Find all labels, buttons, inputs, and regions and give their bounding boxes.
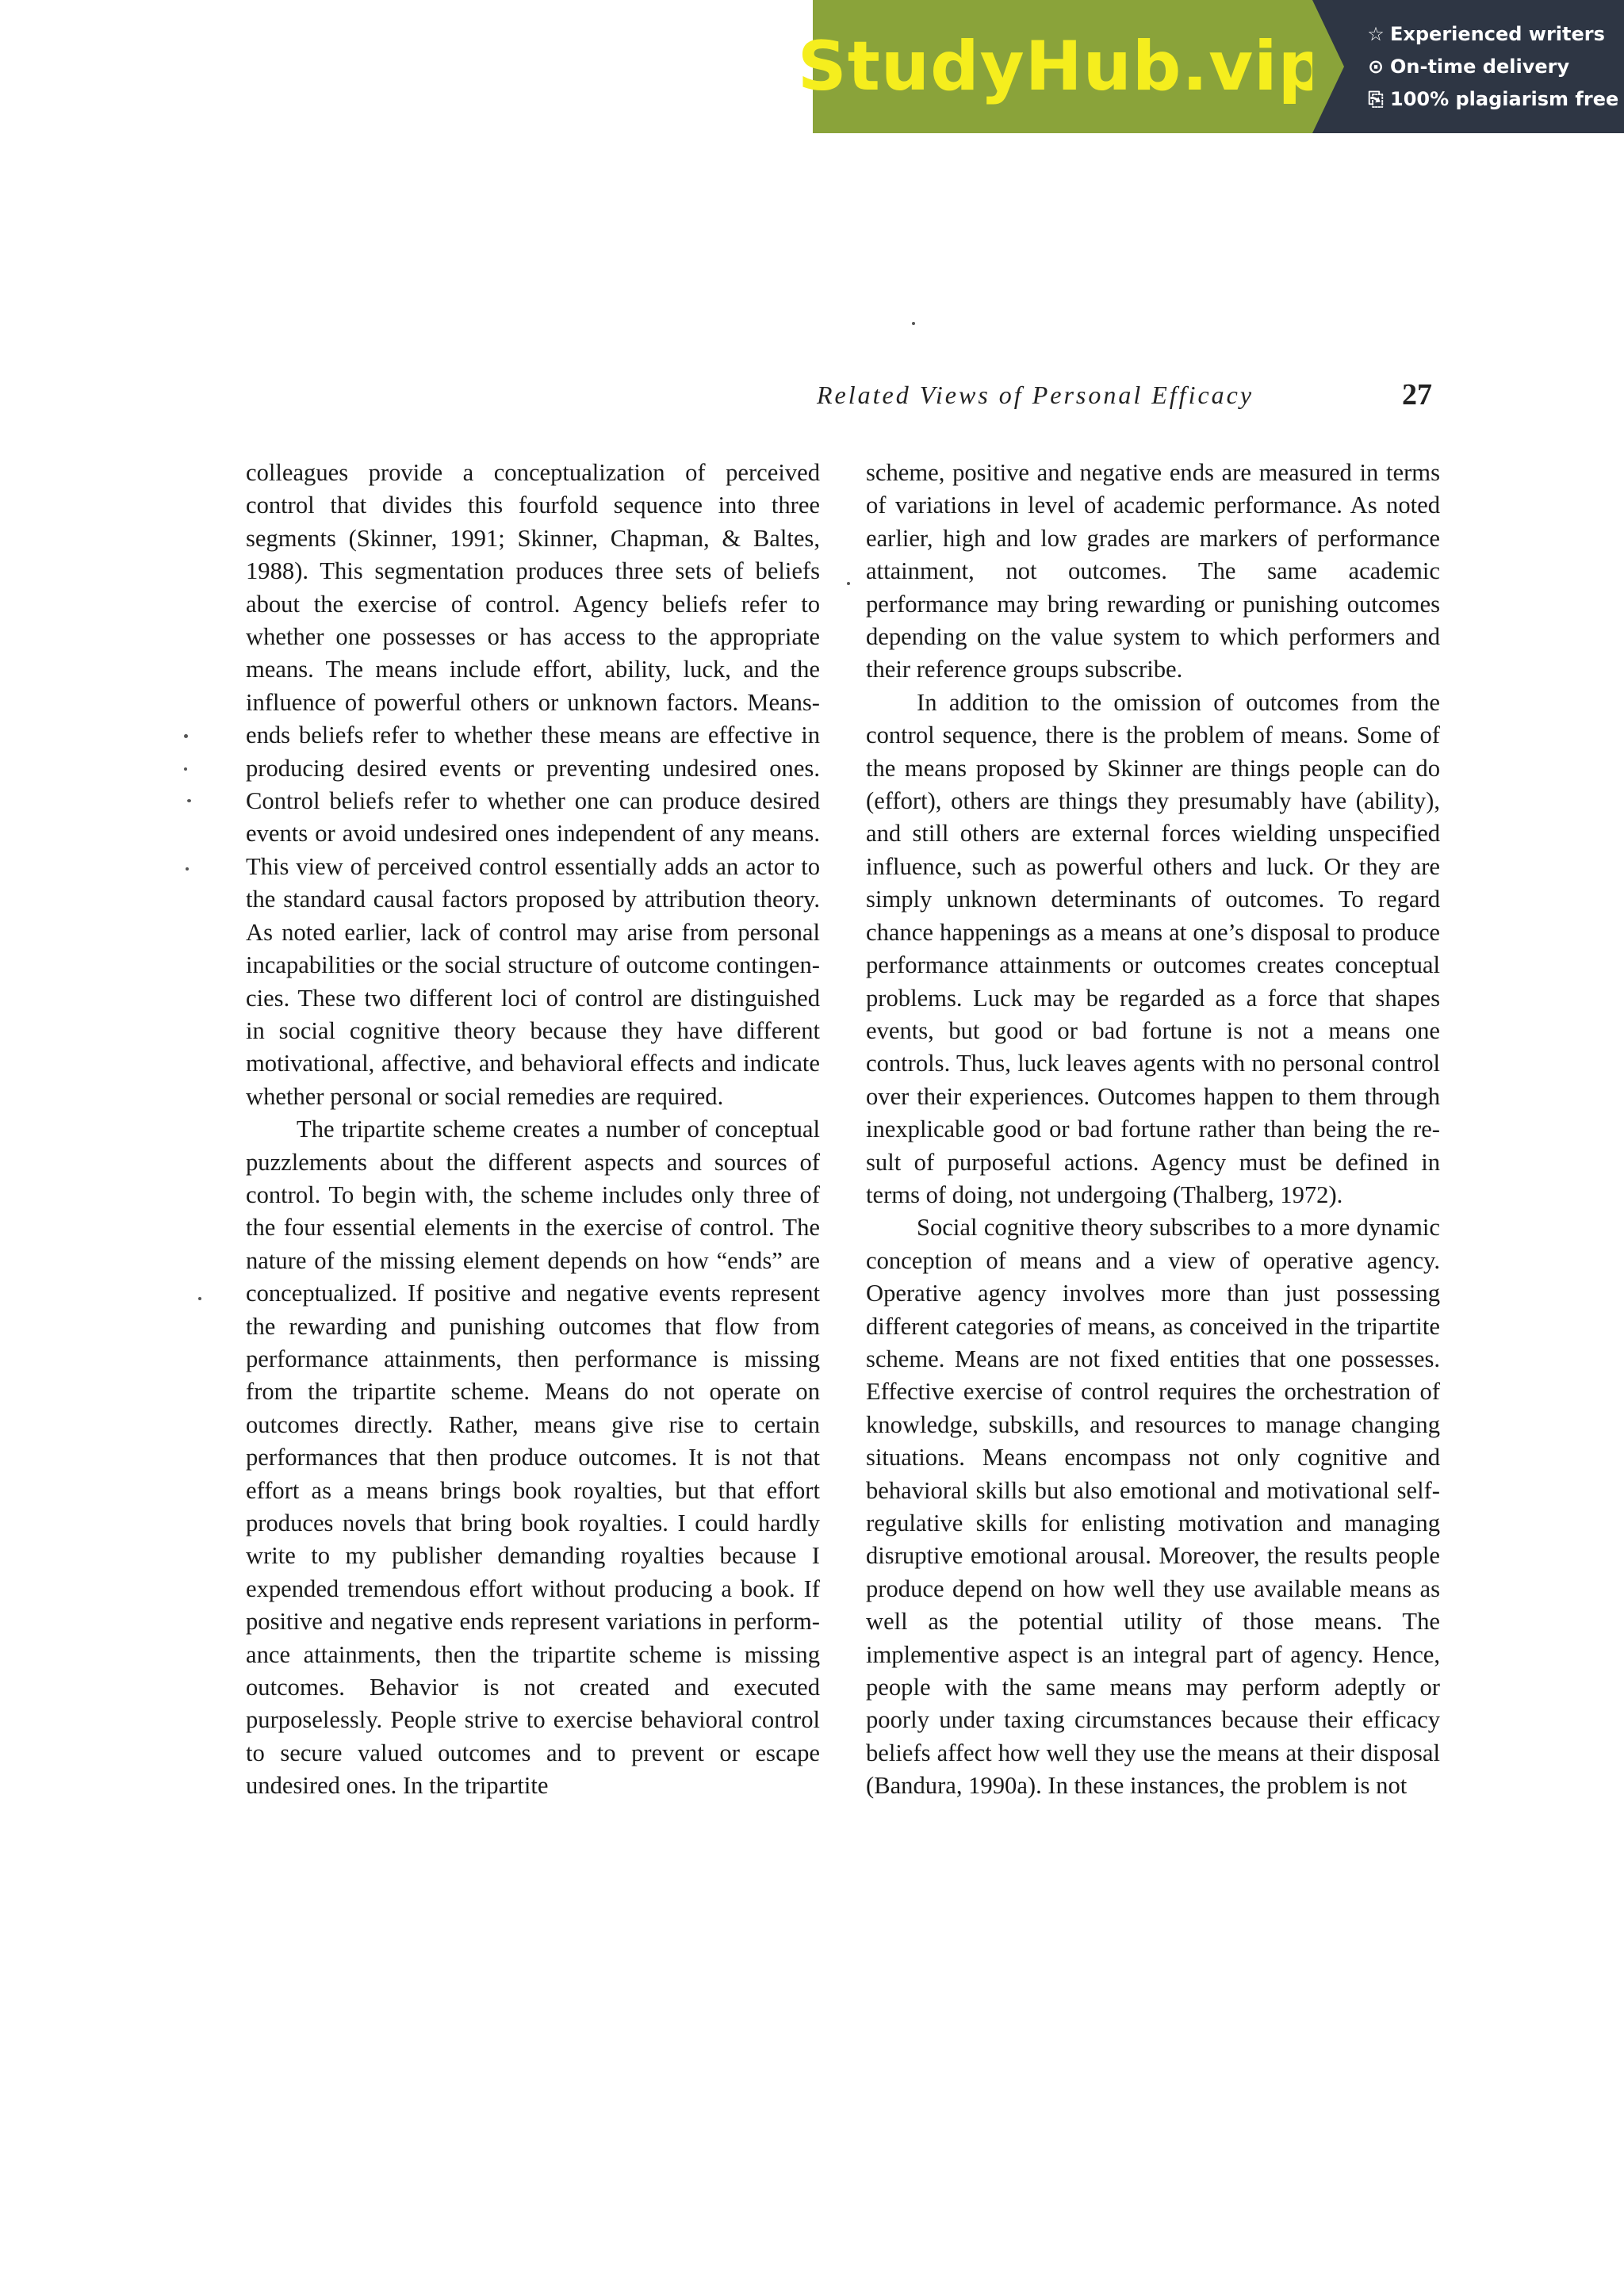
feature-label: Experienced writers (1390, 22, 1605, 45)
paragraph: In addition to the omission of outcomes from the control sequence, there is the problem of means. Some of the means proposed by Skinner are things people can do (effort), others are things they presumably have (ability), and still others are external forces wielding unspecified influence, such as powerful others and luck. Or they are simply unknown determinants of outcomes. To regard chance happenings as a means at one’s disposal to produce performance attainments or outcomes creates conceptual problems. Luck may be regarded as a force that shapes events, but good or bad fortune is not a means one controls. Thus, luck leaves agents with no personal control over their experiences. Outcomes happen to them through inexplicable good or bad fortune rather than being the result of purposeful actions. Agency must be defined in terms of doing, not undergoing (Thalberg, 1972). (866, 688, 1440, 1208)
brand-logo[interactable]: StudyHub.vip (797, 27, 1328, 106)
feature-label: 100% plagiarism free (1390, 87, 1619, 110)
left-column (246, 457, 820, 1803)
brand-panel[interactable] (797, 0, 1328, 133)
star-icon: ☆ (1367, 22, 1385, 45)
features-panel (1312, 0, 1624, 133)
scan-speck (186, 867, 189, 871)
scan-speck (198, 1297, 201, 1300)
scan-speck (187, 799, 191, 802)
paragraph: The tripartite scheme creates a number of conceptual puzzlements about the different aspects and sources of control. To begin with, the scheme includes only three of the four essential elements in the exercise of control. The nature of the missing element depends on how “ends” are conceptualized. If positive and negative events represent the rewarding and punishing outcomes that flow from performance attainments, then performance is missing from the tripartite scheme. Means do not operate on outcomes directly. Rather, means give rise to certain performances that then produce outcomes. It is not that effort as a means brings book royalties, but that effort produces novels that bring book royalties. I could hardly write to my publisher demanding royalties because I expended tremendous effort without producing a book. If positive and negative ends represent variations in performance attainments, then the tripartite scheme is missing outcomes. Behavior is not created and executed purposelessly. People strive to exercise behavioral control to secure valued outcomes and to prevent or escape undesired ones. In the tripartite (246, 1115, 820, 1800)
scan-speck (184, 734, 188, 738)
paragraph: scheme, positive and negative ends are measured in terms of variations in level of academic performance. As noted earlier, high and low grades are markers of performance attainment, not outcomes. The same academic performance may bring rewarding or punishing outcomes depending on the value system to which performers and their reference groups subscribe. (866, 459, 1440, 683)
scan-speck (184, 767, 187, 771)
paragraph: colleagues provide a conceptualization of perceived control that divides this fourfold sequence into three segments (Skinner, 1991; Skinner, Chapman, & Baltes, 1988). This segmentation produces three sets of beliefs about the exercise of control. Agency beliefs refer to whether one possesses or has access to the appropriate means. The means include effort, ability, luck, and the influence of powerful others or unknown factors. Means-ends beliefs refer to whether these means are effective in producing desired events or preventing undesired ones. Control beliefs refer to whether one can produce desired events or avoid undesired ones independent of any means. This view of perceived control essentially adds an actor to the standard causal factors proposed by attribution theory. As noted earlier, lack of control may arise from personal incapabilities or the social structure of outcome contingencies. These two different loci of control are distinguished in social cognitive theory because they have different motivational, affective, and behavioral effects and indicate whether personal or social remedies are required. (246, 459, 820, 1110)
document-icon: ⎘ (1368, 87, 1384, 110)
feature-plagiarism-free (1366, 83, 1624, 116)
running-title: Related Views of Personal Efficacy (817, 381, 1254, 409)
banner-arrow-decoration (1312, 0, 1344, 133)
feature-experienced-writers (1366, 18, 1624, 51)
right-column (866, 457, 1440, 1803)
feature-label: On-time delivery (1390, 55, 1570, 78)
clock-icon: ⊙ (1367, 55, 1385, 78)
scan-speck (912, 322, 915, 325)
page-number: 27 (1402, 378, 1432, 411)
paragraph: Social cognitive theory subscribes to a more dynamic conception of means and a view of operative agency. Operative agency involves more than just possessing different categories of means, as conceived in the tripartite scheme. Means are not fixed entities that one possesses. Effective exercise of control requires the orchestration of knowledge, subskills, and resources to manage changing situations. Means encompass not only cognitive and behavioral skills but also emotional and motivational self-regulative skills for enlisting motivation and managing disruptive emotional arousal. Moreover, the results people produce depend on how well they use available means as well as the potential utility of those means. The implementive aspect is an integral part of agency. Hence, people with the same means may perform adeptly or poorly under taxing circumstances because their efficacy beliefs affect how well they use the means at their disposal (Bandura, 1990a). In these instances, the problem is not (866, 1214, 1440, 1800)
scan-speck (847, 582, 850, 585)
feature-on-time-delivery (1366, 51, 1624, 83)
promo-banner[interactable] (797, 0, 1624, 133)
